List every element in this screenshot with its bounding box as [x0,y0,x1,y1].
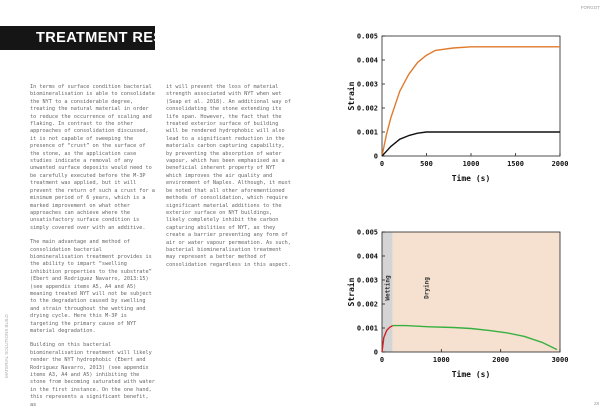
strain-chart-after-treatment [340,222,570,397]
paragraph: Building on this bacterial biomineralisation treatment will likely render the NYT hydrophobic (Ebert and Rodriguez Navarro, 2013) (see appendix items A3, A4 and A5) inhibiting the stone from becoming saturated with water in the first instance. On the one hand, this represents a significant benefit, as [30,342,155,408]
y-axis-label: Strain [347,277,356,307]
page-number: 28 [593,401,599,406]
x-tick-label: 0 [379,160,385,168]
phase-band-drying [393,232,560,352]
x-tick-label: 2000 [551,160,569,168]
phase-label: Drying [423,277,431,299]
x-tick-label: 500 [420,160,433,168]
x-tick-label: 1500 [507,160,524,168]
series-line-after-treatment [382,132,560,156]
paragraph: In terms of surface condition bacterial biomineralisation is able to consolidate the NYT to a considerable degree, treating the natural material in order to reduce the occurrence of scaling and flaking. In contrast to the other approaches of consolidation discussed, it is not capable of sweeping the presence of “crust” on the surface of the stone, as the application case studies indicate a removal of any unwanted surface deposits would need to be carefully executed before the M-3P treatment was applied, but it will prevent the return of such a crust for a minimum period of 6 years, which is a marked improvement on what other approaches can achieve where the unsatisfactory surface condition is simply covered over with an additive. [30,84,155,231]
x-tick-label: 2000 [492,356,510,364]
section-title: TREATMENT RESULTS [36,30,202,46]
phase-label: Wetting [384,275,392,301]
x-tick-label: 0 [379,356,385,364]
side-label: MATERIAL SOLUTIONS BUILD [4,314,9,378]
paragraph: The main advantage and method of consolidation bacterial biomineralisation treatment provides is the ability to impart “swelling inhibition properties to the substrate” (Ebert and Rodriguez Navarro, 2013:15) (see appendix items A5, A4 and A5) meaning treated NYT will not be subject to the degradation caused by swelling and strain throughout the wetting and drying cycle. Here this M-3P is targeting the primary cause of NYT material degradation. [30,239,152,334]
y-tick-label: 0.001 [356,128,378,137]
plot-frame [382,36,560,156]
y-tick-label: 0.004 [356,252,378,261]
x-axis-label: Time (s) [451,370,491,379]
y-tick-label: 0.003 [356,276,378,285]
y-tick-label: 0.004 [356,56,378,65]
y-tick-label: 0 [373,348,378,357]
strain-chart-before-after [340,26,570,201]
running-header: FORGOT [580,5,600,10]
y-tick-label: 0.005 [356,32,378,41]
y-tick-label: 0.001 [356,324,378,333]
paragraph: it will prevent the loss of material strength associated with NYT when wet (Seap et al. 2018). An additional way of consolidating the stone extending its life span. However, the fact that the treated exterior surface of building will be rendered hydrophobic will also lead to a significant reduction in the materials carbon capturing capability, by preventing the absorption of water vapour, which has been emphasised as a beneficial inherent property of NYT which improves the air quality and environment of Naples. Although, it must be noted that all other aforementioned methods of consolidation, which require significant material additions to the exterior surface on NYT buildings, likely completely inhibit the carbon capturing abilities of NYT, as they create a barrier preventing any form of air or water vapour permeation. As such, bacterial biomineralisation treatment may represent a better method of consolidation regardless in this aspect. [166,84,291,268]
series-line-before-treatment [382,47,560,156]
y-tick-label: 0.005 [356,228,378,237]
text-column-2 [166,84,292,276]
x-tick-label: 3000 [551,356,569,364]
y-axis-label: Strain [347,81,356,111]
x-tick-label: 1000 [462,160,480,168]
x-tick-label: 1000 [432,356,450,364]
x-axis-label: Time (s) [451,174,491,183]
y-tick-label: 0.002 [356,300,378,309]
text-column-1 [30,84,156,416]
y-tick-label: 0 [373,152,378,161]
y-tick-label: 0.002 [356,104,378,113]
y-tick-label: 0.003 [356,80,378,89]
